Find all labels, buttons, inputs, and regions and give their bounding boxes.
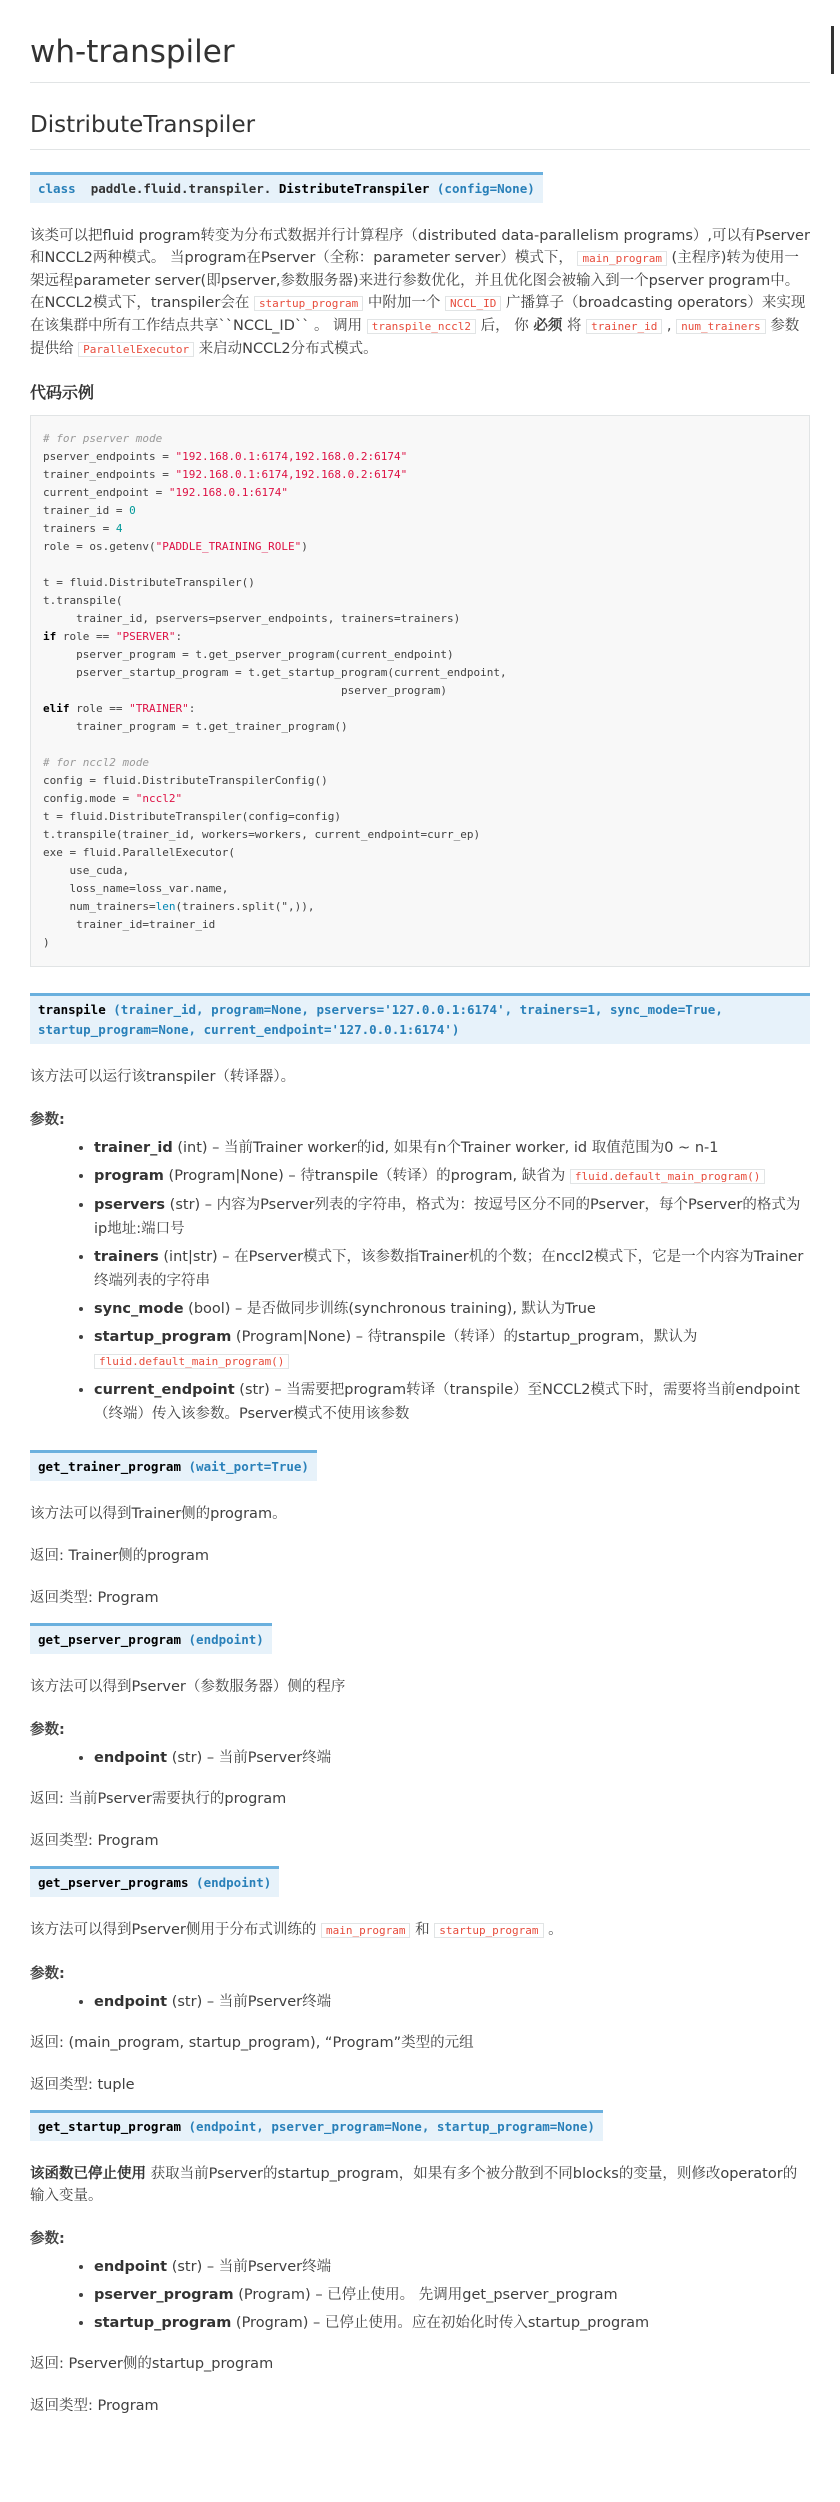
param-item — [94, 1245, 810, 1293]
get-pserver-program-signature: get_pserver_program (endpoint) — [30, 1623, 272, 1654]
get-startup-program-returns: 返回: Pserver侧的startup_program — [30, 2356, 274, 2372]
get-trainer-program-description: 该方法可以得到Trainer侧的program。 — [30, 1506, 287, 1522]
param-description: (str) – 当前Pserver终端 — [167, 2259, 332, 2275]
param-name: endpoint — [94, 1994, 168, 2010]
code-line: loss_name=loss_var.name, — [43, 882, 229, 895]
get-startup-program-rtype: 返回类型: Program — [30, 2398, 159, 2414]
param-item — [94, 2255, 810, 2279]
class-module: paddle.fluid.transpiler. — [90, 181, 272, 196]
get-pserver-program-description: 该方法可以得到Pserver（参数服务器）侧的程序 — [30, 1679, 346, 1695]
param-name: program — [94, 1168, 164, 1184]
param-name: pserver_program — [94, 2287, 234, 2303]
param-description: (Program|None) – 待transpile（转译）的program, 缺省为 — [163, 1168, 570, 1184]
code-line: # for nccl2 mode — [43, 756, 149, 769]
get-trainer-program-rtype: 返回类型: Program — [30, 1590, 159, 1606]
code-line: if role == "PSERVER": — [43, 630, 183, 643]
code-line: trainer_id, pservers=pserver_endpoints, trainers=trainers) — [43, 612, 461, 625]
get-pserver-programs-params-label: 参数: — [30, 1966, 65, 1982]
code-line: pserver_program = t.get_pserver_program(current_endpoint) — [43, 648, 454, 661]
section-title: DistributeTranspiler — [30, 109, 810, 150]
class-params: (config=None) — [436, 181, 535, 196]
param-name: startup_program — [94, 2315, 232, 2331]
param-item — [94, 1136, 810, 1160]
code-line: elif role == "TRAINER": — [43, 702, 196, 715]
code-line: trainer_id=trainer_id — [43, 918, 216, 931]
get-pserver-programs-description: 该方法可以得到Pserver侧用于分布式训练的 main_program 和 startup_program 。 — [30, 1922, 563, 1938]
param-name: startup_program — [94, 1329, 232, 1345]
code-example-block — [30, 415, 810, 967]
code-line: t = fluid.DistributeTranspiler() — [43, 576, 255, 589]
class-name: DistributeTranspiler — [278, 181, 430, 196]
transpile-description: 该方法可以运行该transpiler（转译器）。 — [30, 1069, 296, 1085]
param-name: trainer_id — [94, 1140, 173, 1156]
deprecated-notice: 该函数已停止使用 — [30, 2166, 146, 2182]
param-description: (Program) – 已停止使用。应在初始化时传入startup_program — [231, 2315, 650, 2331]
code-line: use_cuda, — [43, 864, 130, 877]
param-item — [94, 1164, 810, 1189]
param-item — [94, 1193, 810, 1241]
get-startup-program-signature: get_startup_program (endpoint, pserver_program=None, startup_program=None) — [30, 2110, 603, 2141]
param-name: endpoint — [94, 1750, 168, 1766]
code-line: # for pserver mode — [43, 432, 163, 445]
intro-paragraph: 该类可以把fluid program转变为分布式数据并行计算程序（distributed data-parallelism programs）,可以有Pserver和NCCL2两种模式。 当program在Pserver（全称：parameter server）模式下， main_program (主程序)转为使用一架远程parameter server(即pserver,参数服务器)来进行参数优化，并且优化图会被输入到一个pserver program中。 在NCCL2模式下，transpiler会在 startup_program 中附加一个 NCCL_ID 广播算子（broadcasting operators）来实现在该集群中所有工作结点共享``NCCL_ID`` 。 调用 transpile_nccl2 后， 你 必须 将 trainer_id , num_trainers 参数提供给 ParallelExecutor 来启动NCCL2分布式模式。 — [30, 228, 810, 357]
code-line: config = fluid.DistributeTranspilerConfig() — [43, 774, 328, 787]
code-line: pserver_program) — [43, 684, 447, 697]
param-description: (str) – 当前Pserver终端 — [167, 1750, 332, 1766]
get-pserver-program-params-list — [30, 1746, 810, 1770]
page-title: wh-transpiler — [30, 30, 810, 83]
get-startup-program-params-label: 参数: — [30, 2231, 65, 2247]
get-pserver-programs-signature: get_pserver_programs (endpoint) — [30, 1866, 279, 1897]
code-line: trainer_endpoints = "192.168.0.1:6174,192.168.0.2:6174" — [43, 468, 408, 481]
code-line: trainer_id = 0 — [43, 504, 136, 517]
get-pserver-program-params-label: 参数: — [30, 1722, 65, 1738]
param-default-code: fluid.default_main_program() — [570, 1169, 765, 1184]
class-keyword: class — [38, 181, 76, 196]
code-line: role = os.getenv("PADDLE_TRAINING_ROLE") — [43, 540, 308, 553]
param-description: (bool) – 是否做同步训练(synchronous training), 默认为True — [183, 1301, 596, 1317]
param-name: trainers — [94, 1249, 159, 1265]
get-startup-program-params-list — [30, 2255, 810, 2335]
code-line: current_endpoint = "192.168.0.1:6174" — [43, 486, 289, 499]
code-line: config.mode = "nccl2" — [43, 792, 183, 805]
code-example-heading: 代码示例 — [30, 383, 95, 402]
param-description: (Program) – 已停止使用。 先调用get_pserver_program — [233, 2287, 618, 2303]
param-name: current_endpoint — [94, 1382, 235, 1398]
code-line: t.transpile(trainer_id, workers=workers, current_endpoint=curr_ep) — [43, 828, 481, 841]
code-line: ) — [43, 936, 50, 949]
param-name: pservers — [94, 1197, 166, 1213]
get-pserver-programs-returns: 返回: (main_program, startup_program), “Program”类型的元组 — [30, 2035, 474, 2051]
code-line: num_trainers=len(trainers.split(",)), — [43, 900, 315, 913]
code-line: pserver_startup_program = t.get_startup_program(current_endpoint, — [43, 666, 507, 679]
get-pserver-programs-params-list — [30, 1990, 810, 2014]
param-description: (Program|None) – 待transpile（转译）的startup_program，默认为 — [231, 1329, 698, 1345]
param-description: (str) – 当前Pserver终端 — [167, 1994, 332, 2010]
get-trainer-program-returns: 返回: Trainer侧的program — [30, 1548, 210, 1564]
get-pserver-programs-rtype: 返回类型: tuple — [30, 2077, 135, 2093]
param-default-code: fluid.default_main_program() — [94, 1354, 289, 1369]
param-item — [94, 1297, 810, 1321]
param-item — [94, 1746, 810, 1770]
param-description: (int|str) – 在Pserver模式下，该参数指Trainer机的个数；在nccl2模式下，它是一个内容为Trainer终端列表的字符串 — [94, 1249, 804, 1289]
get-startup-program-description: 该函数已停止使用 获取当前Pserver的startup_program，如果有多个被分散到不同blocks的变量，则修改operator的输入变量。 — [30, 2166, 798, 2204]
param-description: (str) – 当需要把program转译（transpile）至NCCL2模式下时，需要将当前endpoint（终端）传入该参数。Pserver模式不使用该参数 — [94, 1382, 800, 1422]
get-pserver-program-returns: 返回: 当前Pserver需要执行的program — [30, 1791, 287, 1807]
code-line: trainers = 4 — [43, 522, 123, 535]
param-item — [94, 2311, 810, 2335]
get-trainer-program-signature: get_trainer_program (wait_port=True) — [30, 1450, 317, 1481]
transpile-signature: transpile (trainer_id, program=None, pservers='127.0.0.1:6174', trainers=1, sync_mode=True, startup_program=None, current_endpoint='127.0.0.1:6174') — [30, 993, 810, 1044]
scroll-indicator[interactable] — [831, 26, 834, 74]
class-signature — [30, 172, 543, 203]
code-line: exe = fluid.ParallelExecutor( — [43, 846, 236, 859]
transpile-params-label: 参数: — [30, 1112, 65, 1128]
get-pserver-program-rtype: 返回类型: Program — [30, 1833, 159, 1849]
param-description: (str) – 内容为Pserver列表的字符串，格式为：按逗号区分不同的Pserver，每个Pserver的格式为 ip地址:端口号 — [94, 1197, 801, 1237]
code-line: t.transpile( — [43, 594, 123, 607]
param-item — [94, 1990, 810, 2014]
param-item — [94, 1378, 810, 1426]
code-line: t = fluid.DistributeTranspiler(config=config) — [43, 810, 342, 823]
param-name: sync_mode — [94, 1301, 184, 1317]
param-name: endpoint — [94, 2259, 168, 2275]
code-line: pserver_endpoints = "192.168.0.1:6174,192.168.0.2:6174" — [43, 450, 408, 463]
param-item — [94, 1325, 810, 1374]
param-description: (int) – 当前Trainer worker的id, 如果有n个Trainer worker, id 取值范围为0 ~ n-1 — [172, 1140, 719, 1156]
transpile-params-list — [30, 1136, 810, 1426]
code-line: trainer_program = t.get_trainer_program() — [43, 720, 348, 733]
param-item — [94, 2283, 810, 2307]
